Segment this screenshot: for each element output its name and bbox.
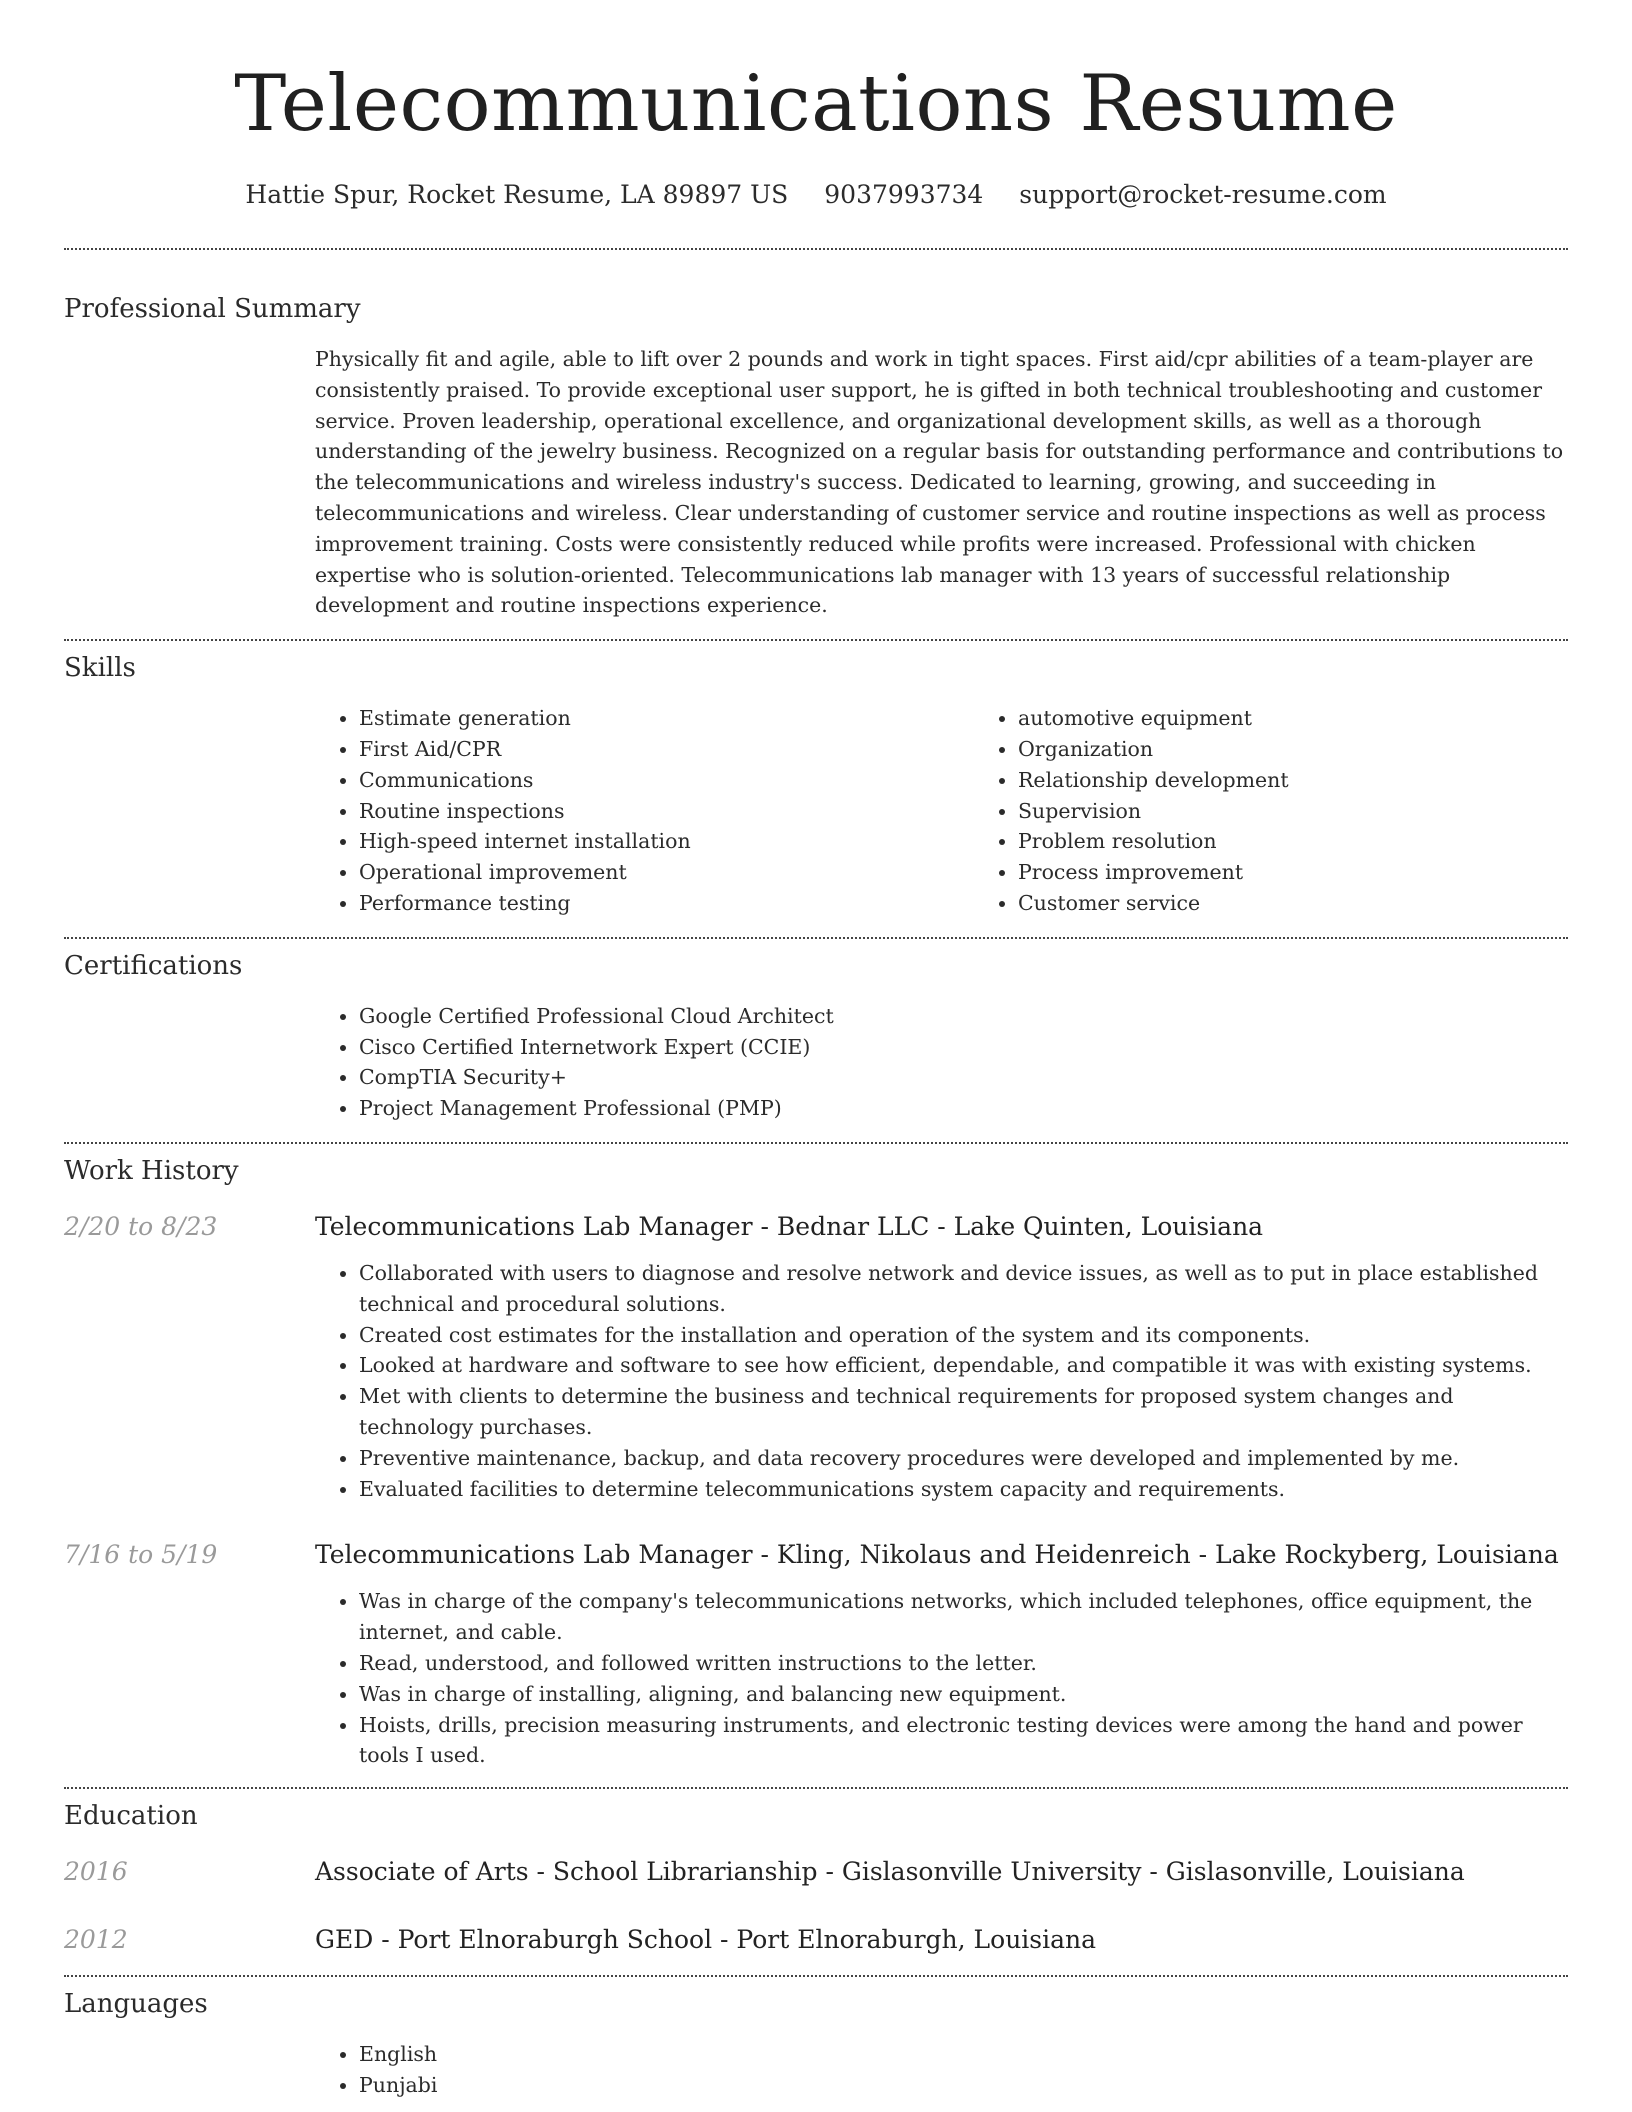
job-bullet: • Read, understood, and followed written instructions to the letter. [359,1648,1568,1679]
job-bullets [315,1258,1568,1504]
languages-list [315,2039,1568,2101]
section-divider [64,937,1568,939]
job-entry [64,1210,1568,1244]
education-year: 2016 [64,1857,128,1887]
summary-text: Physically fit and agile, able to lift over 2 pounds and work in tight spaces. First aid/cpr abilities of a team-player are consistently praised. To provide exceptional user support, he is gifted in both technical troubleshooting and customer service. Proven leadership, operational excellence, and organizational development skills, as well as a thorough understanding of the jewelry business. Recognized on a regular basis for outstanding performance and contributions to the telecommunications and wireless industry's success. Dedicated to learning, growing, and succeeding in telecommunications and wireless. Clear understanding of customer service and routine inspections as well as process improvement training. Costs were consistently reduced while profits were increased. Professional with chicken expertise who is solution-oriented. Telecommunications lab manager with 13 years of successful relationship development and routine inspections experience. [315,347,1564,618]
job-bullet: • Preventive maintenance, backup, and data recovery procedures were developed and implemented by me. [359,1443,1568,1474]
certification-item: • CompTIA Security+ [359,1062,1568,1093]
job-bullet: • Was in charge of installing, aligning, and balancing new equipment. [359,1679,1568,1710]
job-title: Telecommunications Lab Manager - Kling, Nikolaus and Heidenreich - Lake Rockyberg, Louisiana [315,1540,1559,1570]
skill-item: • Performance testing [359,888,974,919]
job-bullet: • Was in charge of the company's telecommunications networks, which included telephones, office equipment, the internet, and cable. [359,1586,1568,1648]
skill-item: • First Aid/CPR [359,734,974,765]
education-title: Associate of Arts - School Librarianship - Gislasonville University - Gislasonville, Louisiana [315,1857,1465,1887]
contact-line [64,178,1568,212]
skills-list [315,703,1568,937]
education-entry [64,1855,1568,1889]
skills-column-right [974,703,1632,919]
contact-phone: 9037993734 [824,180,984,209]
contact-email: support@rocket-resume.com [1019,180,1387,209]
page-title: Telecommunications Resume [234,59,1398,149]
job-bullet: • Hoists, drills, precision measuring instruments, and electronic testing devices were among the hand and power tools I used. [359,1710,1568,1772]
skill-item: • Customer service [1018,888,1632,919]
job-bullet: • Evaluated facilities to determine telecommunications system capacity and requirements. [359,1474,1568,1505]
job-bullet: • Collaborated with users to diagnose and resolve network and device issues, as well as to put in place established technical and procedural solutions. [359,1258,1568,1320]
skill-item: • automotive equipment [1018,703,1632,734]
job-bullet: • Looked at hardware and software to see how efficient, dependable, and compatible it was with existing systems. [359,1350,1568,1381]
section-heading-education: Education [64,1801,198,1832]
section-heading-work-history: Work History [64,1155,239,1186]
section-divider [64,1142,1568,1144]
section-heading-summary: Professional Summary [64,294,361,324]
skill-item: • Organization [1018,734,1632,765]
section-heading-certifications: Certifications [64,950,243,981]
skill-item: • Operational improvement [359,857,974,888]
skill-item: • Routine inspections [359,796,974,827]
job-dates: 2/20 to 8/23 [64,1211,218,1241]
certifications-list [315,1001,1568,1142]
skill-item: • Relationship development [1018,765,1632,796]
contact-address: Hattie Spur, Rocket Resume, LA 89897 US [245,180,789,209]
skill-item: • Problem resolution [1018,826,1632,857]
section-divider [64,639,1568,641]
certification-item: • Google Certified Professional Cloud Architect [359,1001,1568,1032]
skill-item: • Process improvement [1018,857,1632,888]
job-title: Telecommunications Lab Manager - Bednar LLC - Lake Quinten, Louisiana [315,1211,1264,1241]
section-heading-languages: Languages [64,1989,208,2020]
section-heading-skills: Skills [64,653,136,684]
job-bullets [315,1586,1568,1787]
education-title: GED - Port Elnoraburgh School - Port Elnoraburgh, Louisiana [315,1925,1097,1955]
skills-column-left [315,703,974,919]
job-bullet: • Met with clients to determine the business and technical requirements for proposed system changes and technology purchases. [359,1381,1568,1443]
section-divider [64,248,1568,250]
skill-item: • Supervision [1018,796,1632,827]
education-year: 2012 [64,1925,128,1955]
certification-item: • Project Management Professional (PMP) [359,1093,1568,1124]
job-bullet: • Created cost estimates for the installation and operation of the system and its components. [359,1320,1568,1351]
section-divider [64,1975,1568,1977]
certification-item: • Cisco Certified Internetwork Expert (CCIE) [359,1032,1568,1063]
education-entry [64,1923,1568,1975]
job-dates: 7/16 to 5/19 [64,1540,218,1570]
section-divider [64,1787,1568,1789]
skill-item: • High-speed internet installation [359,826,974,857]
skill-item: • Communications [359,765,974,796]
job-entry [64,1538,1568,1572]
skill-item: • Estimate generation [359,703,974,734]
language-item: • Punjabi [359,2070,1568,2101]
language-item: • English [359,2039,1568,2070]
